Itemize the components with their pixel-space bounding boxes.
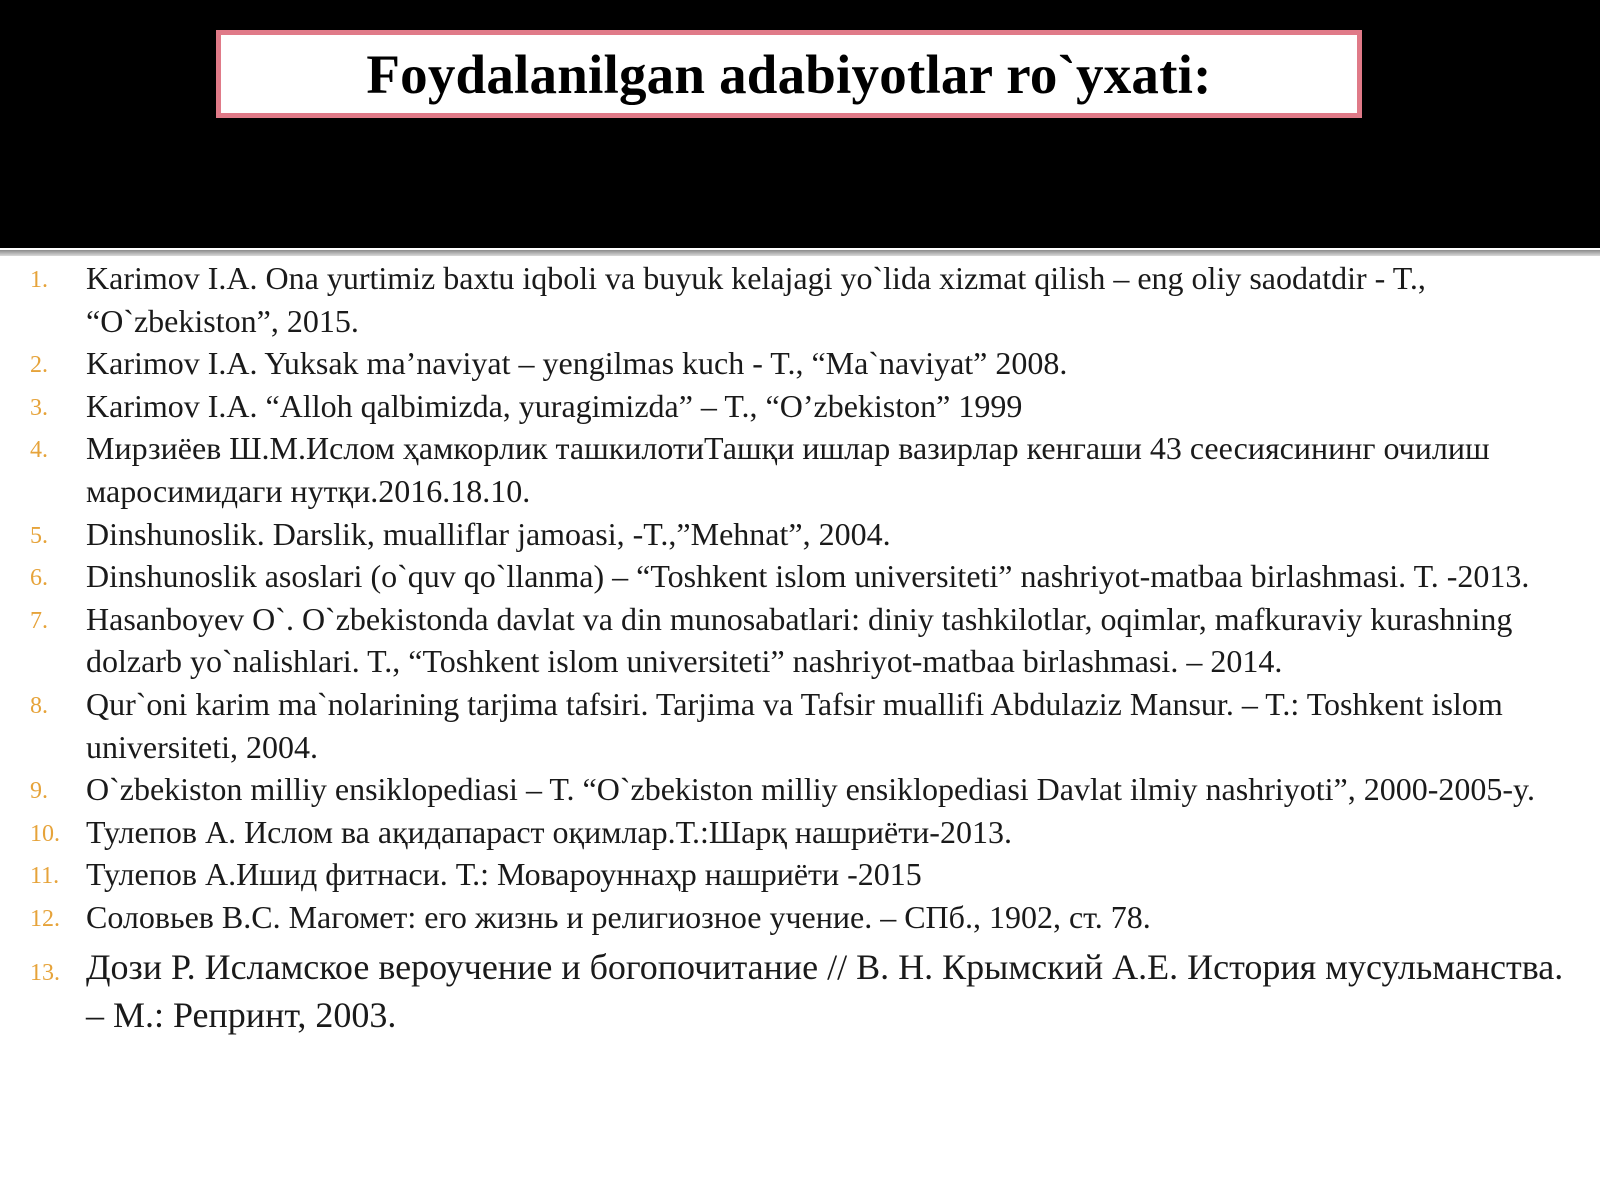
reference-number: 8. — [30, 692, 48, 719]
reference-item — [0, 257, 1600, 342]
header-divider — [0, 250, 1600, 256]
reference-number: 13. — [30, 959, 60, 986]
reference-text: Мирзиёев Ш.М.Ислом ҳамкорлик ташкилотиТашқи ишлар вазирлар кенгаши 43 сеесиясининг очилиш маросимидаги нутқи.2016.18.10. — [86, 430, 1490, 509]
reference-text: Karimov I.A. Ona yurtimiz baxtu iqboli va buyuk kelajagi yo`lida xizmat qilish – eng oliy saodatdir - T., “O`zbekiston”, 2015. — [86, 260, 1426, 339]
reference-number: 2. — [30, 352, 48, 379]
reference-item — [0, 555, 1600, 598]
reference-list — [0, 257, 1600, 1039]
reference-text: Karimov I.A. “Alloh qalbimizda, yuragimizda” – T., “O’zbekiston” 1999 — [86, 387, 1023, 424]
reference-item — [0, 896, 1600, 939]
reference-number: 12. — [30, 905, 60, 932]
reference-text: Dinshunoslik. Darslik, mualliflar jamoasi, -T.,”Mehnat”, 2004. — [86, 515, 891, 552]
reference-text: Karimov I.A. Yuksak ma’naviyat – yengilmas kuch - T., “Ma`naviyat” 2008. — [86, 345, 1068, 382]
reference-number: 9. — [30, 778, 48, 805]
reference-item — [0, 342, 1600, 385]
reference-text: Тулепов А.Ишид фитнаси. Т.: Мовароуннаҳр нашриёти -2015 — [86, 856, 922, 893]
title-box — [216, 30, 1362, 118]
reference-text: Qur`oni karim ma`nolarining tarjima tafsiri. Tarjima va Tafsir muallifi Abdulaziz Mansur. – T.: Toshkent islom universiteti, 2004. — [86, 685, 1503, 765]
reference-item — [0, 598, 1600, 683]
reference-item — [0, 683, 1600, 768]
reference-text: Соловьев В.С. Магомет: его жизнь и религиозное учение. – СПб., 1902, ст. 78. — [86, 898, 1151, 935]
reference-text: Dinshunoslik asoslari (o`quv qo`llanma) – “Toshkent islom universiteti” nashriyot-matbaa birlashmasi. T. -2013. — [86, 558, 1530, 595]
reference-text: O`zbekiston milliy ensiklopediasi – T. “O`zbekiston milliy ensiklopediasi Davlat ilmiy nashriyoti”, 2000-2005-y. — [86, 771, 1535, 808]
reference-number: 7. — [30, 607, 48, 634]
reference-number: 5. — [30, 522, 48, 549]
reference-number: 10. — [30, 820, 60, 847]
reference-text: Дози Р. Исламское вероучение и богопочитание // В. Н. Крымский А.Е. История мусульманства. – М.: Репринт, 2003. — [86, 946, 1564, 1035]
reference-item — [0, 853, 1600, 896]
reference-item — [0, 768, 1600, 811]
reference-number: 6. — [30, 565, 48, 592]
reference-item — [0, 943, 1600, 1039]
reference-text: Hasanboyev O`. O`zbekistonda davlat va din munosabatlari: diniy tashkilotlar, oqimlar, mafkuraviy kurashning dolzarb yo`nalishlari. T., “Toshkent islom universiteti” nashriyot-matbaa birlashmasi. – 2014. — [86, 600, 1513, 680]
reference-text: Тулепов А. Ислом ва ақидапараст оқимлар.Т.:Шарқ нашриёти-2013. — [86, 813, 1012, 850]
reference-number: 3. — [30, 394, 48, 421]
reference-item — [0, 385, 1600, 428]
reference-item — [0, 811, 1600, 854]
reference-number: 1. — [30, 267, 48, 293]
slide-title: Foydalanilgan adabiyotlar ro`yxati: — [366, 43, 1212, 105]
reference-number: 4. — [30, 437, 48, 464]
reference-item — [0, 513, 1600, 556]
reference-item — [0, 427, 1600, 512]
reference-number: 11. — [30, 863, 60, 890]
